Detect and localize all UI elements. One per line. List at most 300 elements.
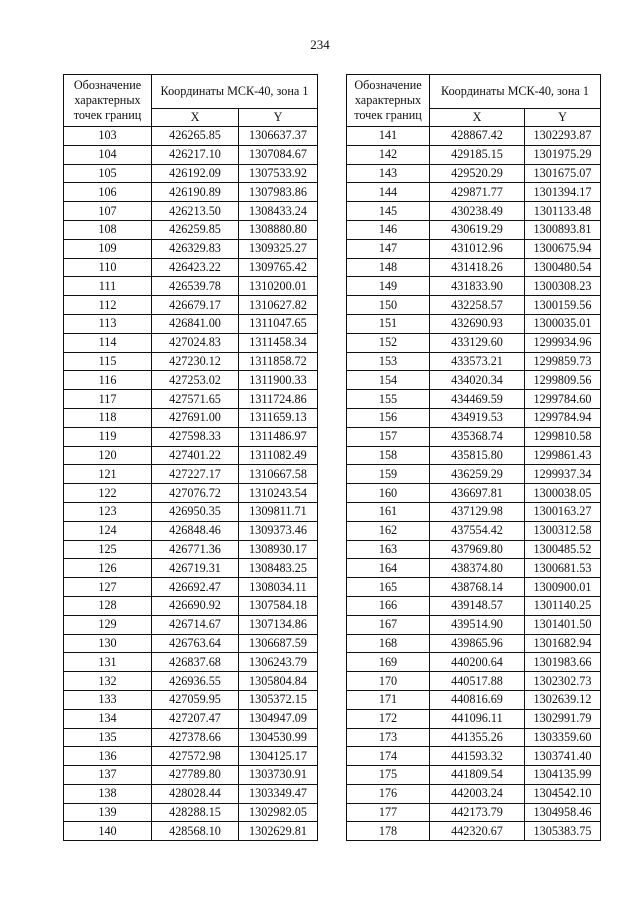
y-coordinate-cell: 1302302.73 — [525, 672, 601, 691]
point-id-cell: 115 — [64, 352, 152, 371]
table-row — [64, 296, 318, 315]
x-coordinate-cell: 426690.92 — [152, 596, 239, 615]
point-id-cell: 145 — [347, 202, 430, 221]
table-row — [347, 502, 601, 521]
point-id-cell: 153 — [347, 352, 430, 371]
point-designation-header: Обозначение характерных точек границ — [64, 75, 152, 127]
y-coordinate-cell: 1307533.92 — [239, 164, 318, 183]
x-coordinate-cell: 427076.72 — [152, 484, 239, 503]
y-coordinate-cell: 1299859.73 — [525, 352, 601, 371]
table-row — [347, 371, 601, 390]
point-id-cell: 137 — [64, 766, 152, 785]
y-coordinate-cell: 1306687.59 — [239, 634, 318, 653]
x-coordinate-cell: 440517.88 — [430, 672, 525, 691]
table-row — [347, 653, 601, 672]
x-coordinate-cell: 428867.42 — [430, 127, 525, 146]
point-id-cell: 146 — [347, 220, 430, 239]
point-id-cell: 138 — [64, 784, 152, 803]
table-row — [347, 709, 601, 728]
x-coordinate-cell: 431418.26 — [430, 258, 525, 277]
table-row — [64, 239, 318, 258]
table-row — [347, 333, 601, 352]
point-id-cell: 105 — [64, 164, 152, 183]
point-id-cell: 150 — [347, 296, 430, 315]
table-row — [347, 559, 601, 578]
table-body-left — [64, 127, 318, 841]
point-id-cell: 140 — [64, 822, 152, 841]
point-id-cell: 123 — [64, 502, 152, 521]
x-coordinate-cell: 442173.79 — [430, 803, 525, 822]
y-coordinate-cell: 1300159.56 — [525, 296, 601, 315]
x-column-header: X — [430, 109, 525, 127]
y-coordinate-cell: 1310200.01 — [239, 277, 318, 296]
x-coordinate-cell: 429520.29 — [430, 164, 525, 183]
table-row — [64, 408, 318, 427]
point-id-cell: 116 — [64, 371, 152, 390]
point-id-cell: 174 — [347, 747, 430, 766]
x-coordinate-cell: 434919.53 — [430, 408, 525, 427]
y-coordinate-cell: 1304542.10 — [525, 784, 601, 803]
y-coordinate-cell: 1300308.23 — [525, 277, 601, 296]
point-id-cell: 166 — [347, 596, 430, 615]
y-coordinate-cell: 1308433.24 — [239, 202, 318, 221]
y-coordinate-cell: 1311724.86 — [239, 390, 318, 409]
x-coordinate-cell: 437129.98 — [430, 502, 525, 521]
x-coordinate-cell: 426763.64 — [152, 634, 239, 653]
point-id-cell: 131 — [64, 653, 152, 672]
x-coordinate-cell: 427207.47 — [152, 709, 239, 728]
x-coordinate-cell: 434020.34 — [430, 371, 525, 390]
y-coordinate-cell: 1303359.60 — [525, 728, 601, 747]
table-row — [347, 427, 601, 446]
table-row — [64, 371, 318, 390]
x-coordinate-cell: 427059.95 — [152, 690, 239, 709]
point-id-cell: 122 — [64, 484, 152, 503]
table-row — [64, 484, 318, 503]
x-coordinate-cell: 427691.00 — [152, 408, 239, 427]
point-id-cell: 106 — [64, 183, 152, 202]
x-coordinate-cell: 439514.90 — [430, 615, 525, 634]
y-coordinate-cell: 1305804.84 — [239, 672, 318, 691]
y-coordinate-cell: 1311047.65 — [239, 314, 318, 333]
table-row — [347, 521, 601, 540]
table-row — [64, 427, 318, 446]
point-id-cell: 151 — [347, 314, 430, 333]
table-row — [64, 127, 318, 146]
point-id-cell: 171 — [347, 690, 430, 709]
x-coordinate-cell: 426190.89 — [152, 183, 239, 202]
table-row — [347, 296, 601, 315]
y-coordinate-cell: 1311486.97 — [239, 427, 318, 446]
table-row — [347, 352, 601, 371]
table-row — [64, 333, 318, 352]
table-row — [64, 540, 318, 559]
page-number: 234 — [310, 37, 330, 52]
point-id-cell: 165 — [347, 578, 430, 597]
coordinates-table-left — [63, 74, 318, 841]
table-row — [64, 822, 318, 841]
point-id-cell: 177 — [347, 803, 430, 822]
y-coordinate-cell: 1309765.42 — [239, 258, 318, 277]
y-coordinate-cell: 1304125.17 — [239, 747, 318, 766]
table-row — [347, 690, 601, 709]
y-coordinate-cell: 1300900.01 — [525, 578, 601, 597]
table-row — [64, 615, 318, 634]
x-coordinate-cell: 426265.85 — [152, 127, 239, 146]
table-row — [347, 164, 601, 183]
x-coordinate-cell: 433129.60 — [430, 333, 525, 352]
y-coordinate-cell: 1304135.99 — [525, 766, 601, 785]
x-coordinate-cell: 426841.00 — [152, 314, 239, 333]
y-coordinate-cell: 1311858.72 — [239, 352, 318, 371]
x-coordinate-cell: 426329.83 — [152, 239, 239, 258]
y-coordinate-cell: 1308930.17 — [239, 540, 318, 559]
point-id-cell: 118 — [64, 408, 152, 427]
y-coordinate-cell: 1306243.79 — [239, 653, 318, 672]
table-row — [347, 784, 601, 803]
coordinates-system-header: Координаты МСК-40, зона 1 — [430, 75, 601, 109]
table-row — [64, 559, 318, 578]
y-coordinate-cell: 1301394.17 — [525, 183, 601, 202]
x-coordinate-cell: 428568.10 — [152, 822, 239, 841]
point-id-cell: 147 — [347, 239, 430, 258]
table-row — [347, 258, 601, 277]
x-coordinate-cell: 426679.17 — [152, 296, 239, 315]
y-coordinate-cell: 1309325.27 — [239, 239, 318, 258]
y-coordinate-cell: 1299934.96 — [525, 333, 601, 352]
table-row — [347, 634, 601, 653]
point-id-cell: 158 — [347, 446, 430, 465]
table-row — [347, 220, 601, 239]
point-id-cell: 103 — [64, 127, 152, 146]
y-coordinate-cell: 1301133.48 — [525, 202, 601, 221]
x-coordinate-cell: 438374.80 — [430, 559, 525, 578]
y-coordinate-cell: 1307584.18 — [239, 596, 318, 615]
point-id-cell: 173 — [347, 728, 430, 747]
x-coordinate-cell: 426213.50 — [152, 202, 239, 221]
x-coordinate-cell: 426719.31 — [152, 559, 239, 578]
x-coordinate-cell: 441355.26 — [430, 728, 525, 747]
y-coordinate-cell: 1301401.50 — [525, 615, 601, 634]
table-row — [347, 314, 601, 333]
y-coordinate-cell: 1300485.52 — [525, 540, 601, 559]
table-row — [64, 465, 318, 484]
point-id-cell: 134 — [64, 709, 152, 728]
y-coordinate-cell: 1307134.86 — [239, 615, 318, 634]
table-row — [347, 484, 601, 503]
table-row — [64, 634, 318, 653]
y-coordinate-cell: 1301975.29 — [525, 145, 601, 164]
y-coordinate-cell: 1307983.86 — [239, 183, 318, 202]
y-coordinate-cell: 1303730.91 — [239, 766, 318, 785]
y-coordinate-cell: 1302293.87 — [525, 127, 601, 146]
table-row — [64, 220, 318, 239]
x-coordinate-cell: 437554.42 — [430, 521, 525, 540]
x-coordinate-cell: 431012.96 — [430, 239, 525, 258]
y-coordinate-cell: 1300893.81 — [525, 220, 601, 239]
y-coordinate-cell: 1299810.58 — [525, 427, 601, 446]
y-coordinate-cell: 1305372.15 — [239, 690, 318, 709]
table-row — [64, 672, 318, 691]
point-id-cell: 155 — [347, 390, 430, 409]
point-id-cell: 127 — [64, 578, 152, 597]
x-coordinate-cell: 441593.32 — [430, 747, 525, 766]
x-coordinate-cell: 430619.29 — [430, 220, 525, 239]
x-coordinate-cell: 440816.69 — [430, 690, 525, 709]
y-column-header: Y — [239, 109, 318, 127]
table-row — [64, 183, 318, 202]
table-row — [64, 145, 318, 164]
y-coordinate-cell: 1300480.54 — [525, 258, 601, 277]
point-id-cell: 172 — [347, 709, 430, 728]
x-coordinate-cell: 426539.78 — [152, 277, 239, 296]
x-coordinate-cell: 426217.10 — [152, 145, 239, 164]
table-row — [64, 596, 318, 615]
point-id-cell: 139 — [64, 803, 152, 822]
x-coordinate-cell: 441809.54 — [430, 766, 525, 785]
point-id-cell: 108 — [64, 220, 152, 239]
x-coordinate-cell: 430238.49 — [430, 202, 525, 221]
x-coordinate-cell: 426192.09 — [152, 164, 239, 183]
table-row — [347, 672, 601, 691]
point-id-cell: 175 — [347, 766, 430, 785]
y-coordinate-cell: 1311659.13 — [239, 408, 318, 427]
point-id-cell: 130 — [64, 634, 152, 653]
y-coordinate-cell: 1303741.40 — [525, 747, 601, 766]
y-coordinate-cell: 1302982.05 — [239, 803, 318, 822]
point-id-cell: 132 — [64, 672, 152, 691]
x-coordinate-cell: 427230.12 — [152, 352, 239, 371]
point-id-cell: 129 — [64, 615, 152, 634]
y-coordinate-cell: 1300038.05 — [525, 484, 601, 503]
x-coordinate-cell: 429185.15 — [430, 145, 525, 164]
y-coordinate-cell: 1300312.58 — [525, 521, 601, 540]
x-coordinate-cell: 440200.64 — [430, 653, 525, 672]
x-coordinate-cell: 427024.83 — [152, 333, 239, 352]
y-coordinate-cell: 1304530.99 — [239, 728, 318, 747]
x-coordinate-cell: 426771.36 — [152, 540, 239, 559]
x-coordinate-cell: 434469.59 — [430, 390, 525, 409]
x-coordinate-cell: 436697.81 — [430, 484, 525, 503]
x-coordinate-cell: 426259.85 — [152, 220, 239, 239]
table-row — [64, 277, 318, 296]
point-id-cell: 167 — [347, 615, 430, 634]
x-coordinate-cell: 427401.22 — [152, 446, 239, 465]
point-id-cell: 109 — [64, 239, 152, 258]
x-column-header: X — [152, 109, 239, 127]
table-row — [64, 653, 318, 672]
x-coordinate-cell: 439865.96 — [430, 634, 525, 653]
point-id-cell: 135 — [64, 728, 152, 747]
coordinates-table-right — [346, 74, 601, 841]
x-coordinate-cell: 427571.65 — [152, 390, 239, 409]
table-row — [347, 277, 601, 296]
point-id-cell: 111 — [64, 277, 152, 296]
y-coordinate-cell: 1309811.71 — [239, 502, 318, 521]
point-id-cell: 136 — [64, 747, 152, 766]
point-id-cell: 170 — [347, 672, 430, 691]
y-coordinate-cell: 1309373.46 — [239, 521, 318, 540]
table-row — [347, 446, 601, 465]
x-coordinate-cell: 427598.33 — [152, 427, 239, 446]
table-row — [347, 822, 601, 841]
x-coordinate-cell: 431833.90 — [430, 277, 525, 296]
y-coordinate-cell: 1310667.58 — [239, 465, 318, 484]
y-coordinate-cell: 1301682.94 — [525, 634, 601, 653]
table-row — [64, 314, 318, 333]
x-coordinate-cell: 433573.21 — [430, 352, 525, 371]
y-coordinate-cell: 1304947.09 — [239, 709, 318, 728]
y-coordinate-cell: 1305383.75 — [525, 822, 601, 841]
x-coordinate-cell: 441096.11 — [430, 709, 525, 728]
x-coordinate-cell: 438768.14 — [430, 578, 525, 597]
y-coordinate-cell: 1303349.47 — [239, 784, 318, 803]
table-row — [347, 578, 601, 597]
x-coordinate-cell: 439148.57 — [430, 596, 525, 615]
point-designation-header: Обозначение характерных точек границ — [347, 75, 430, 127]
y-coordinate-cell: 1300675.94 — [525, 239, 601, 258]
y-coordinate-cell: 1304958.46 — [525, 803, 601, 822]
x-coordinate-cell: 426936.55 — [152, 672, 239, 691]
y-column-header: Y — [525, 109, 601, 127]
y-coordinate-cell: 1302991.79 — [525, 709, 601, 728]
x-coordinate-cell: 432258.57 — [430, 296, 525, 315]
x-coordinate-cell: 426950.35 — [152, 502, 239, 521]
table-row — [347, 183, 601, 202]
y-coordinate-cell: 1302629.81 — [239, 822, 318, 841]
point-id-cell: 160 — [347, 484, 430, 503]
table-body-right — [347, 127, 601, 841]
x-coordinate-cell: 442320.67 — [430, 822, 525, 841]
y-coordinate-cell: 1308880.80 — [239, 220, 318, 239]
point-id-cell: 162 — [347, 521, 430, 540]
y-coordinate-cell: 1299784.94 — [525, 408, 601, 427]
table-row — [64, 352, 318, 371]
y-coordinate-cell: 1307084.67 — [239, 145, 318, 164]
point-id-cell: 157 — [347, 427, 430, 446]
table-row — [347, 465, 601, 484]
point-id-cell: 156 — [347, 408, 430, 427]
table-row — [64, 258, 318, 277]
y-coordinate-cell: 1301675.07 — [525, 164, 601, 183]
y-coordinate-cell: 1299861.43 — [525, 446, 601, 465]
point-id-cell: 107 — [64, 202, 152, 221]
x-coordinate-cell: 427789.80 — [152, 766, 239, 785]
point-id-cell: 141 — [347, 127, 430, 146]
point-id-cell: 176 — [347, 784, 430, 803]
point-id-cell: 169 — [347, 653, 430, 672]
y-coordinate-cell: 1306637.37 — [239, 127, 318, 146]
x-coordinate-cell: 429871.77 — [430, 183, 525, 202]
y-coordinate-cell: 1311082.49 — [239, 446, 318, 465]
x-coordinate-cell: 426714.67 — [152, 615, 239, 634]
table-row — [347, 239, 601, 258]
table-row — [64, 728, 318, 747]
y-coordinate-cell: 1299809.56 — [525, 371, 601, 390]
x-coordinate-cell: 436259.29 — [430, 465, 525, 484]
point-id-cell: 168 — [347, 634, 430, 653]
point-id-cell: 114 — [64, 333, 152, 352]
point-id-cell: 113 — [64, 314, 152, 333]
table-row — [347, 390, 601, 409]
y-coordinate-cell: 1311900.33 — [239, 371, 318, 390]
x-coordinate-cell: 437969.80 — [430, 540, 525, 559]
y-coordinate-cell: 1302639.12 — [525, 690, 601, 709]
x-coordinate-cell: 427378.66 — [152, 728, 239, 747]
point-id-cell: 159 — [347, 465, 430, 484]
table-row — [64, 521, 318, 540]
point-id-cell: 144 — [347, 183, 430, 202]
y-coordinate-cell: 1311458.34 — [239, 333, 318, 352]
point-id-cell: 163 — [347, 540, 430, 559]
x-coordinate-cell: 427572.98 — [152, 747, 239, 766]
y-coordinate-cell: 1300681.53 — [525, 559, 601, 578]
table-row — [347, 803, 601, 822]
table-row — [64, 803, 318, 822]
table-row — [64, 709, 318, 728]
table-row — [64, 446, 318, 465]
table-row — [347, 145, 601, 164]
point-id-cell: 125 — [64, 540, 152, 559]
y-coordinate-cell: 1308034.11 — [239, 578, 318, 597]
table-row — [347, 615, 601, 634]
x-coordinate-cell: 427253.02 — [152, 371, 239, 390]
point-id-cell: 112 — [64, 296, 152, 315]
coordinates-system-header: Координаты МСК-40, зона 1 — [152, 75, 318, 109]
point-id-cell: 154 — [347, 371, 430, 390]
point-id-cell: 128 — [64, 596, 152, 615]
point-id-cell: 117 — [64, 390, 152, 409]
y-coordinate-cell: 1300035.01 — [525, 314, 601, 333]
table-row — [347, 747, 601, 766]
point-id-cell: 152 — [347, 333, 430, 352]
x-coordinate-cell: 427227.17 — [152, 465, 239, 484]
table-row — [64, 202, 318, 221]
table-row — [347, 540, 601, 559]
point-id-cell: 119 — [64, 427, 152, 446]
table-row — [64, 766, 318, 785]
x-coordinate-cell: 426692.47 — [152, 578, 239, 597]
table-row — [64, 784, 318, 803]
point-id-cell: 142 — [347, 145, 430, 164]
y-coordinate-cell: 1310627.82 — [239, 296, 318, 315]
table-row — [64, 747, 318, 766]
x-coordinate-cell: 442003.24 — [430, 784, 525, 803]
table-row — [64, 390, 318, 409]
x-coordinate-cell: 426848.46 — [152, 521, 239, 540]
x-coordinate-cell: 428288.15 — [152, 803, 239, 822]
point-id-cell: 178 — [347, 822, 430, 841]
point-id-cell: 124 — [64, 521, 152, 540]
point-id-cell: 120 — [64, 446, 152, 465]
x-coordinate-cell: 428028.44 — [152, 784, 239, 803]
point-id-cell: 161 — [347, 502, 430, 521]
y-coordinate-cell: 1299937.34 — [525, 465, 601, 484]
x-coordinate-cell: 426423.22 — [152, 258, 239, 277]
table-row — [347, 766, 601, 785]
table-row — [347, 127, 601, 146]
table-row — [64, 690, 318, 709]
x-coordinate-cell: 435815.80 — [430, 446, 525, 465]
y-coordinate-cell: 1300163.27 — [525, 502, 601, 521]
y-coordinate-cell: 1301983.66 — [525, 653, 601, 672]
point-id-cell: 110 — [64, 258, 152, 277]
point-id-cell: 149 — [347, 277, 430, 296]
x-coordinate-cell: 426837.68 — [152, 653, 239, 672]
x-coordinate-cell: 432690.93 — [430, 314, 525, 333]
table-row — [64, 164, 318, 183]
y-coordinate-cell: 1308483.25 — [239, 559, 318, 578]
